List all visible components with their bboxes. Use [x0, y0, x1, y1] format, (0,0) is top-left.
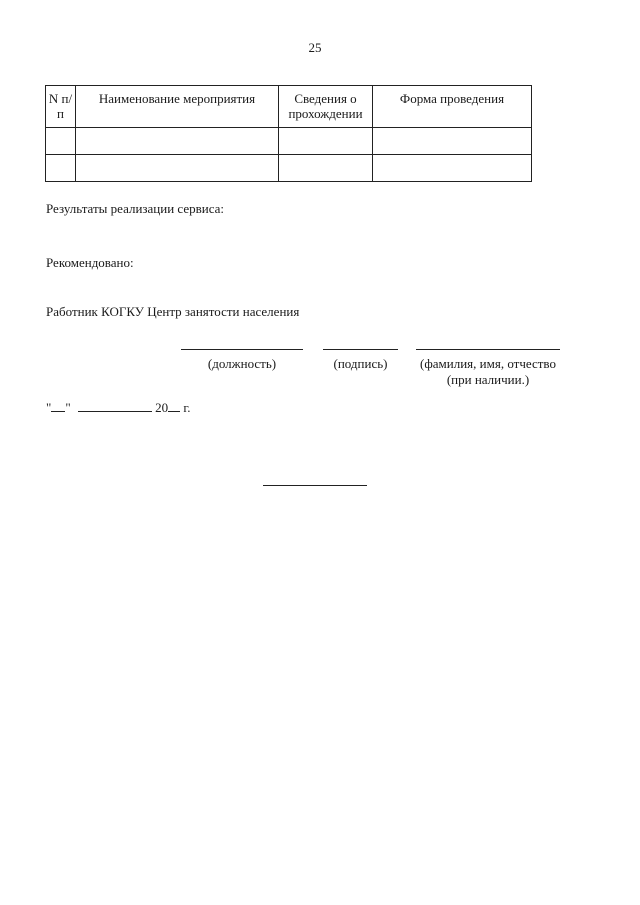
signature-line[interactable] [323, 349, 398, 350]
position-signature-line[interactable] [181, 349, 303, 350]
year-blank[interactable] [168, 399, 180, 412]
date-close-quote: " [65, 400, 71, 415]
year-prefix: 20 [155, 400, 169, 415]
table-row [46, 128, 532, 155]
table-row [46, 155, 532, 182]
column-header-number: N п/п [46, 86, 76, 128]
position-caption: (должность) [207, 356, 277, 371]
full-name-caption: (фамилия, имя, отчество (при наличии.) [420, 356, 556, 387]
page-number: 25 [308, 40, 322, 55]
column-header-format: Форма проведения [373, 86, 532, 128]
worker-label: Работник КОГКУ Центр занятости населения [46, 304, 300, 319]
results-label: Результаты реализации сервиса: [46, 201, 225, 216]
recommended-label: Рекомендовано: [46, 255, 134, 270]
column-header-event-name: Наименование мероприятия [76, 86, 279, 128]
full-name-signature-line[interactable] [416, 349, 560, 350]
date-open-quote: " [46, 400, 52, 415]
date-line [46, 399, 191, 416]
table-cell[interactable] [76, 155, 279, 182]
table-cell[interactable] [279, 128, 373, 155]
table-cell[interactable] [373, 128, 532, 155]
events-table [45, 85, 532, 182]
column-header-completion-info: Сведения о прохождении [279, 86, 373, 128]
year-suffix: г. [183, 400, 191, 415]
table-header-row [46, 86, 532, 128]
table-cell[interactable] [279, 155, 373, 182]
signature-caption: (подпись) [333, 356, 388, 371]
table-cell[interactable] [46, 128, 76, 155]
table-cell[interactable] [76, 128, 279, 155]
table-cell[interactable] [373, 155, 532, 182]
table-cell[interactable] [46, 155, 76, 182]
month-blank[interactable] [78, 399, 152, 412]
document-end-divider [263, 485, 367, 486]
day-blank[interactable] [51, 399, 65, 412]
